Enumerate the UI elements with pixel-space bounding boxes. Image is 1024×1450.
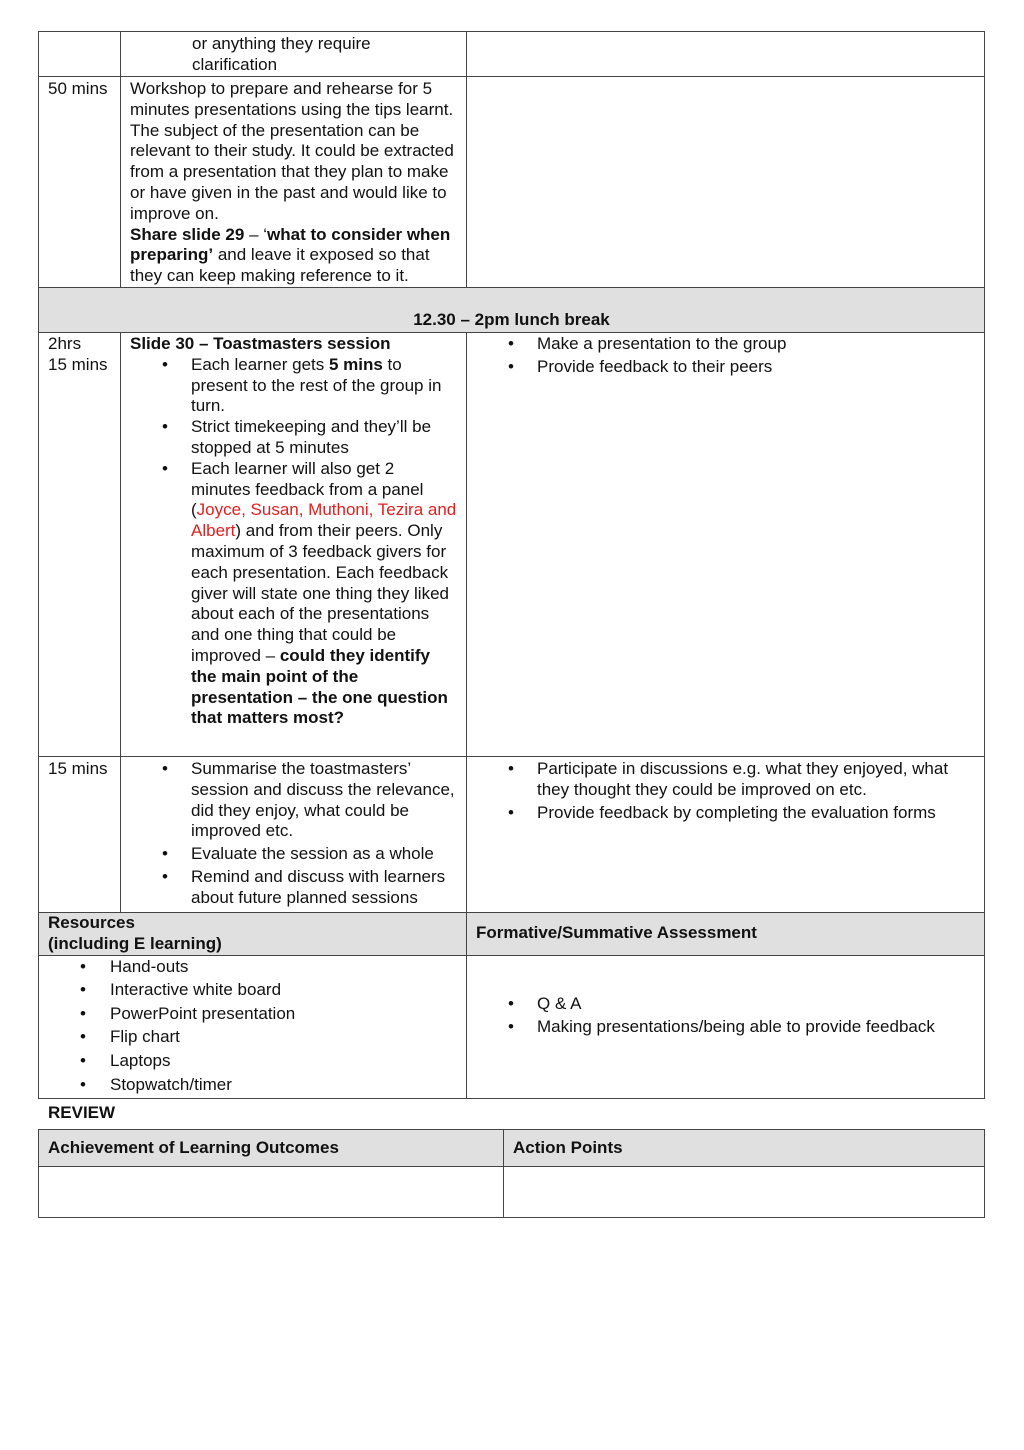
review-body-row <box>39 1167 985 1218</box>
time-cell <box>39 32 121 77</box>
dash: – ‘ <box>244 224 268 244</box>
list-item: • Each learner will also get 2 minutes feedback from a panel (Joyce, Susan, Muthoni, Tezira and Albert) and from their peers. Only maximum of 3 feedback givers for each presentation. Each feedback giver will state one thing they liked about each of the presentations and one thing that could be improved – could they identify the main point of the presentation – the one question that matters most? <box>191 459 457 729</box>
panel-names: Joyce, Susan, Muthoni, Tezira and Albert <box>191 500 457 541</box>
list-item: • PowerPoint presentation <box>110 1004 457 1025</box>
list-item: • Flip chart <box>110 1027 457 1048</box>
time-label: 2hrs <box>48 333 82 353</box>
review-title: REVIEW <box>48 1103 116 1122</box>
time-label: 50 mins <box>48 79 108 98</box>
list-item: • Strict timekeeping and they’ll be stopped at 5 minutes <box>191 417 457 459</box>
list-item: • Laptops <box>110 1051 457 1072</box>
list-item: • Stopwatch/timer <box>110 1075 457 1096</box>
action-points-cell <box>504 1167 985 1218</box>
table-row <box>39 756 985 912</box>
lesson-plan-table <box>38 31 985 1099</box>
learner-bullet-list <box>476 759 975 823</box>
learner-activity-cell <box>467 332 985 756</box>
achievement-heading-cell <box>39 1130 504 1167</box>
share-slide-rest: and leave it exposed so that they can keep making reference to it. <box>130 245 430 286</box>
assessment-list <box>476 994 975 1038</box>
learner-activity-cell <box>467 77 985 288</box>
lunch-cell <box>39 287 985 332</box>
list-item: • Hand-outs <box>110 957 457 978</box>
tutor-activity-cell <box>121 332 467 756</box>
resources-subheading: (including E learning) <box>48 933 222 953</box>
achievement-cell <box>39 1167 504 1218</box>
list-item: • Make a presentation to the group <box>537 334 975 355</box>
tutor-activity-cell <box>121 32 467 77</box>
time-cell <box>39 332 121 756</box>
time-cell <box>39 77 121 288</box>
list-item: • Provide feedback by completing the evaluation forms <box>537 803 975 824</box>
learner-activity-cell <box>467 32 985 77</box>
resources-row <box>39 955 985 1099</box>
list-item: • Q & A <box>537 994 975 1015</box>
table-row <box>39 77 985 288</box>
tutor-bullet-list <box>130 355 457 729</box>
list-item: • Provide feedback to their peers <box>537 357 975 378</box>
list-item: • Evaluate the session as a whole <box>191 844 457 865</box>
workshop-text: Workshop to prepare and rehearse for 5 minutes presentations using the tips learnt. The subject of the presentation can be relevant to their study. It could be extracted from a presentation that they plan to make or have given in the past and would like to improve on. <box>130 79 454 223</box>
resources-cell <box>39 955 467 1099</box>
assessment-cell <box>467 955 985 1099</box>
review-header-row <box>39 1130 985 1167</box>
learner-activity-cell <box>467 756 985 912</box>
resources-heading-cell <box>39 912 467 955</box>
tutor-bullet-list <box>130 759 457 909</box>
share-slide-label: Share slide 29 <box>130 224 245 244</box>
continued-text: clarification <box>192 54 278 74</box>
list-item: • Each learner gets 5 mins to present to the rest of the group in turn. <box>191 355 457 417</box>
tutor-activity-cell <box>121 756 467 912</box>
share-slide-text <box>130 225 457 287</box>
table-row <box>39 32 985 77</box>
lunch-break-label: 12.30 – 2pm lunch break <box>413 310 610 330</box>
table-row <box>39 332 985 756</box>
session-title: Slide 30 – Toastmasters session <box>130 333 391 353</box>
assessment-heading: Formative/Summative Assessment <box>476 923 757 943</box>
achievement-heading: Achievement of Learning Outcomes <box>48 1137 339 1157</box>
tutor-activity-cell <box>121 77 467 288</box>
time-cell <box>39 756 121 912</box>
resources-header-row <box>39 912 985 955</box>
list-item: • Interactive white board <box>110 980 457 1001</box>
time-label: 15 mins <box>48 354 108 374</box>
continued-text: or anything they require <box>192 34 371 53</box>
list-item: • Making presentations/being able to provide feedback <box>537 1017 975 1038</box>
review-table <box>38 1129 985 1218</box>
list-item: • Remind and discuss with learners about future planned sessions <box>191 867 457 909</box>
time-label: 15 mins <box>48 758 108 778</box>
share-slide-bold: what to consider when preparing’ <box>130 224 451 265</box>
resources-list <box>48 957 457 1096</box>
learner-bullet-list <box>476 334 975 378</box>
list-item: • Participate in discussions e.g. what they enjoyed, what they thought they could be improved on etc. <box>537 759 975 801</box>
action-points-heading: Action Points <box>513 1137 623 1157</box>
assessment-heading-cell <box>467 912 985 955</box>
list-item: • Summarise the toastmasters’ session and discuss the relevance, did they enjoy, what could be improved etc. <box>191 759 457 842</box>
lunch-row <box>39 287 985 332</box>
action-points-heading-cell <box>504 1130 985 1167</box>
resources-heading: Resources <box>48 912 135 932</box>
